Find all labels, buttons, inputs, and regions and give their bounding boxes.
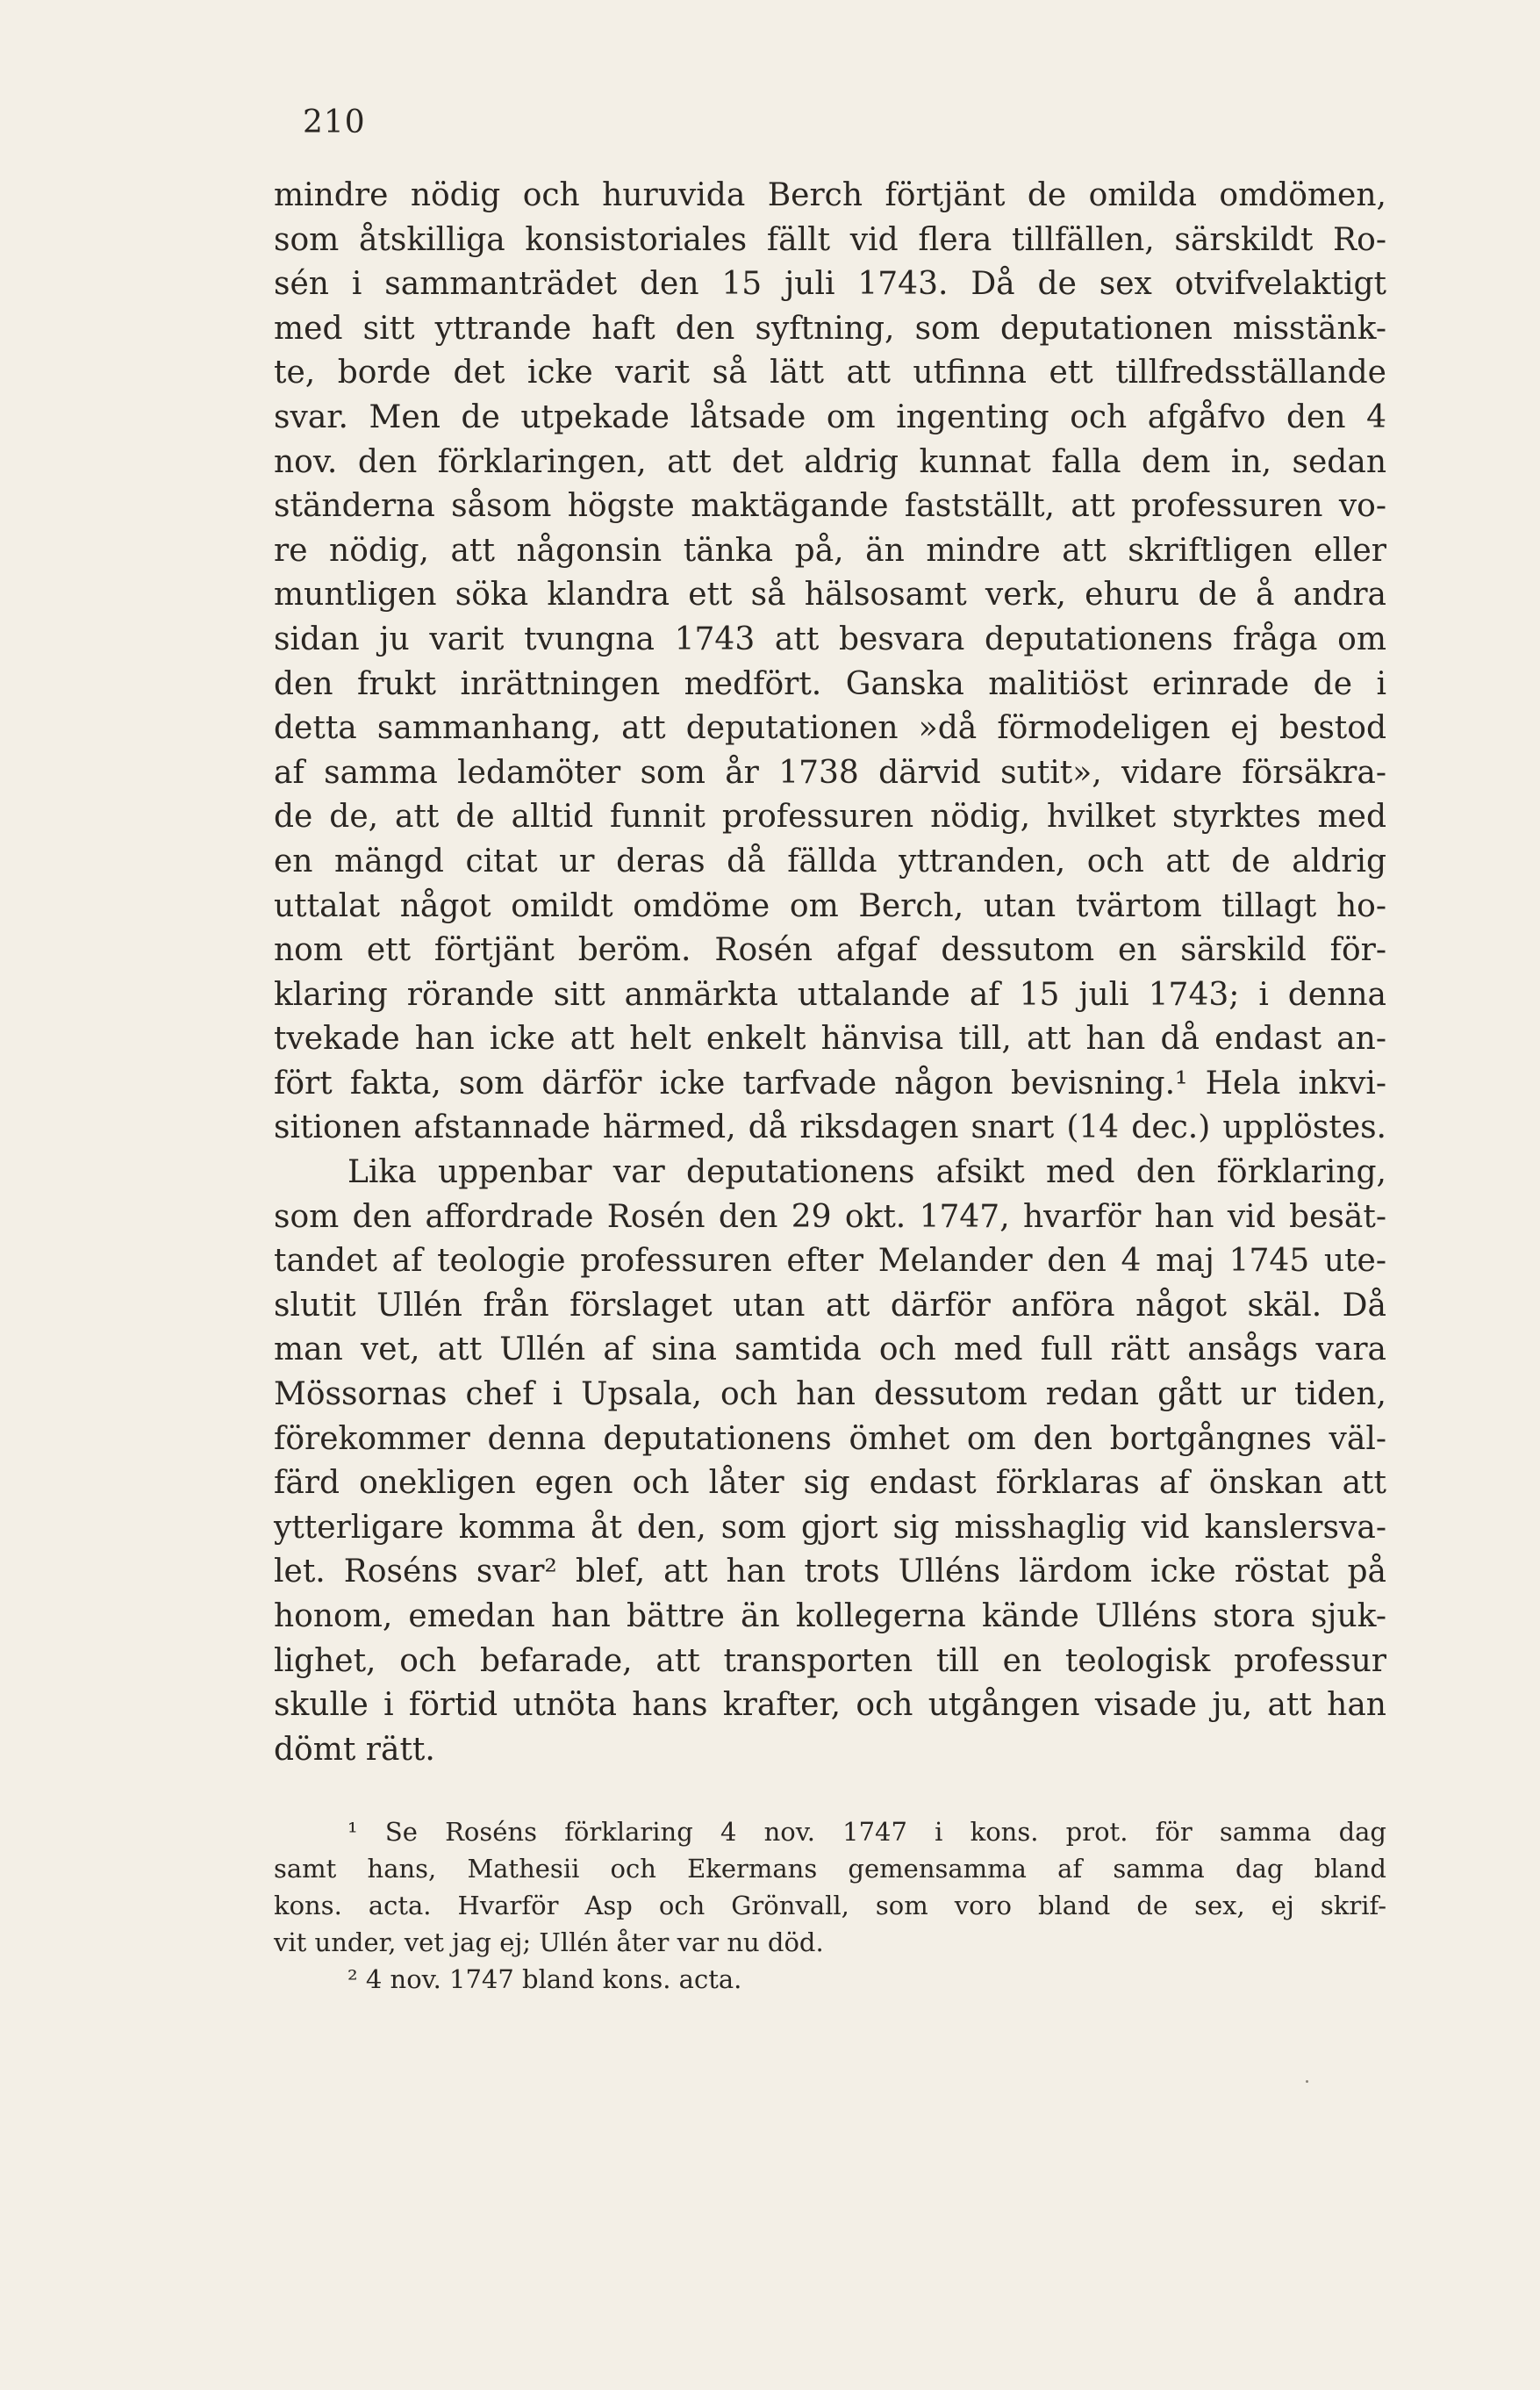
body-text [274, 174, 1386, 1772]
text-line: detta sammanhang, att deputationen »då förmodeligen ej bestod [274, 710, 1386, 747]
text-line: man vet, att Ullén af sina samtida och med full rätt ansågs vara [274, 1331, 1386, 1368]
text-line: sitionen afstannade härmed, då riksdagen snart (14 dec.) upplöstes. [274, 1109, 1386, 1146]
text-line: mindre nödig och huruvida Berch förtjänt de omilda omdömen, [274, 177, 1386, 213]
text-line: förekommer denna deputationens ömhet om den bortgångnes väl- [274, 1420, 1386, 1457]
footnote-line: ² 4 nov. 1747 bland kons. acta. [347, 1964, 742, 1994]
text-line: med sitt yttrande haft den syftning, som deputationen misstänk- [274, 310, 1386, 347]
text-line: muntligen söka klandra ett så hälsosamt verk, ehuru de å andra [274, 577, 1386, 614]
footnote-line: ¹ Se Roséns förklaring 4 nov. 1747 i kons. prot. för samma dag [347, 1817, 1386, 1847]
text-line: lighet, och befarade, att transporten till en teologisk professur [274, 1642, 1386, 1679]
text-line: de de, att de alltid funnit professuren nödig, hvilket styrktes med [274, 799, 1386, 836]
text-line: svar. Men de utpekade låtsade om ingenting och afgåfvo den 4 [274, 398, 1386, 435]
text-line: tvekade han icke att helt enkelt hänvisa till, att han då endast an- [274, 1021, 1386, 1058]
text-line: uttalat något omildt omdöme om Berch, utan tvärtom tillagt ho- [274, 887, 1386, 924]
text-line: slutit Ullén från förslaget utan att därför anföra något skäl. Då [274, 1287, 1386, 1324]
text-line: let. Roséns svar² blef, att han trots Ulléns lärdom icke röstat på [274, 1554, 1386, 1590]
text-line: ytterligare komma åt den, som gjort sig misshaglig vid kanslersva- [274, 1509, 1386, 1546]
text-line: som åtskilliga konsistoriales fällt vid flera tillfällen, särskildt Ro- [274, 221, 1386, 258]
text-line: te, borde det icke varit så lätt att utfinna ett tillfredsställande [274, 355, 1386, 391]
footnote-line: vit under, vet jag ej; Ullén åter var nu död. [274, 1927, 824, 1957]
text-line: sidan ju varit tvungna 1743 att besvara deputationens fråga om [274, 621, 1386, 657]
page-number: 210 [303, 104, 366, 140]
text-line: ständerna såsom högste maktägande fastställt, att professuren vo- [274, 488, 1386, 525]
text-line: af samma ledamöter som år 1738 därvid sutit», vidare försäkra- [274, 754, 1386, 791]
text-line: nom ett förtjänt beröm. Rosén afgaf dessutom en särskild för- [274, 932, 1386, 969]
text-line: som den affordrade Rosén den 29 okt. 1747, hvarför han vid besät- [274, 1198, 1386, 1235]
text-line: den frukt inrättningen medfört. Ganska malitiöst erinrade de i [274, 665, 1386, 702]
text-line: klaring rörande sitt anmärkta uttalande af 15 juli 1743; i denna [274, 976, 1386, 1013]
text-line: Lika uppenbar var deputationens afsikt med den förklaring, [347, 1154, 1386, 1191]
text-line: re nödig, att någonsin tänka på, än mindre att skriftligen eller [274, 532, 1386, 569]
text-line: tandet af teologie professuren efter Melander den 4 maj 1745 ute- [274, 1243, 1386, 1280]
text-line: dömt rätt. [274, 1731, 435, 1768]
footnote-line: samt hans, Mathesii och Ekermans gemensamma af samma dag bland [274, 1854, 1386, 1884]
text-line: nov. den förklaringen, att det aldrig kunnat falla dem in, sedan [274, 443, 1386, 480]
text-line: sén i sammanträdet den 15 juli 1743. Då de sex otvifvelaktigt [274, 266, 1386, 303]
text-line: Mössornas chef i Upsala, och han dessutom redan gått ur tiden, [274, 1376, 1386, 1413]
text-line: honom, emedan han bättre än kollegerna kände Ulléns stora sjuk- [274, 1598, 1386, 1634]
footnote-line: kons. acta. Hvarför Asp och Grönvall, som voro bland de sex, ej skrif- [274, 1891, 1386, 1920]
text-line: färd onekligen egen och låter sig endast förklaras af önskan att [274, 1465, 1386, 1502]
text-line: en mängd citat ur deras då fällda yttranden, och att de aldrig [274, 843, 1386, 879]
footnotes [274, 1813, 1386, 1998]
paper-speck [1306, 2080, 1308, 2083]
text-line: skulle i förtid utnöta hans krafter, och utgången visade ju, att han [274, 1687, 1386, 1724]
text-line: fört fakta, som därför icke tarfvade någon bevisning.¹ Hela inkvi- [274, 1065, 1386, 1102]
